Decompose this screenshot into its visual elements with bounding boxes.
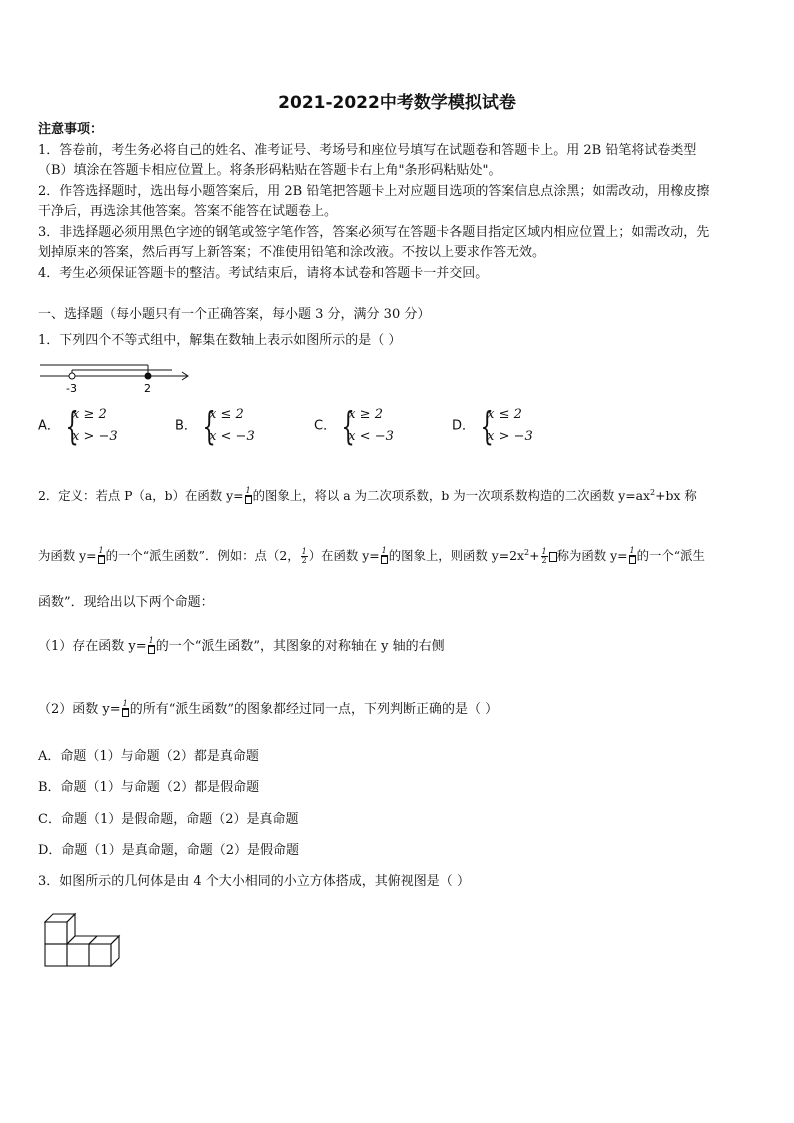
inequality-system: { x ≥ 2 x > −3 (64, 404, 118, 448)
q2-option-c[interactable]: C．命题（1）是假命题，命题（2）是真命题 (38, 812, 299, 827)
notice-line: 1．答卷前，考生务必将自己的姓名、准考证号、考场号和座位号填写在试题卷和答题卡上。用 2B 铅笔将试卷类型 (38, 143, 697, 158)
cube-stack-figure (40, 908, 130, 972)
q1-option-a[interactable] (38, 404, 118, 448)
q2-option-b[interactable]: B．命题（1）与命题（2）都是假命题 (38, 780, 260, 795)
tick-label-minus3: -3 (66, 382, 77, 395)
q1-option-c[interactable] (314, 404, 394, 448)
notice-line: 划掉原来的答案，然后再写上新答案；不准使用铅笔和涂改液。不按以上要求作答无效。 (38, 245, 546, 260)
option-letter: C． (314, 418, 337, 434)
q1-option-b[interactable] (175, 404, 255, 448)
q2-option-d[interactable]: D．命题（1）是真命题，命题（2）是假命题 (38, 843, 299, 858)
notice-line: （B）填涂在答题卡相应位置上。将条形码粘贴在答题卡右上角"条形码粘贴处"。 (38, 163, 502, 178)
open-point (69, 373, 75, 379)
section-heading: 一、选择题（每小题只有一个正确答案，每小题 3 分，满分 30 分） (38, 307, 431, 322)
notice-heading: 注意事项： (38, 122, 104, 137)
question-2-line-3: 函数”．现给出以下两个命题： (38, 595, 214, 610)
closed-point (145, 373, 151, 379)
notice-line: 3．非选择题必须用黑色字迹的钢笔或签字笔作答，答案必须写在答题卡各题目指定区域内相应位置上；如需改动，先 (38, 225, 710, 240)
q1-option-d[interactable] (452, 404, 533, 448)
notice-line: 干净后，再选涂其他答案。答案不能答在试题卷上。 (38, 204, 338, 219)
number-line-figure (38, 356, 198, 396)
q2-option-a[interactable]: A．命题（1）与命题（2）都是真命题 (38, 749, 259, 764)
inequality-system: { x ≤ 2 x > −3 (479, 404, 533, 448)
question-2-line-1: 2．定义：若点 P（a，b）在函数 y= 1 的图象上，将以 a 为二次项系数，b 为一次项系数构造的二次函数 $y=ax^2+bx$ 称 (38, 486, 697, 504)
cube-front-face (45, 922, 67, 944)
option-letter: A． (38, 418, 60, 434)
notice-line: 4．考生必须保证答题卡的整洁。考试结束后，请将本试卷和答题卡一并交回。 (38, 266, 489, 281)
inequality-system: { x ≥ 2 x < −3 (340, 404, 394, 448)
proposition-1: （1）存在函数 y= 1 的一个“派生函数”，其图象的对称轴在 y 轴的右侧 (38, 636, 445, 654)
question-1-stem: 1．下列四个不等式组中，解集在数轴上表示如图所示的是（ ） (38, 333, 402, 348)
tick-label-2: 2 (144, 382, 151, 395)
option-letter: B． (175, 418, 197, 434)
proposition-2: （2）函数 y= 1 的所有“派生函数”的图象都经过同一点，下列判断正确的是（ ） (38, 699, 499, 717)
option-letter: D． (452, 418, 476, 434)
notice-line: 2．作答选择题时，选出每小题答案后，用 2B 铅笔把答题卡上对应题目选项的答案信息点涂黑；如需改动，用橡皮擦 (38, 184, 710, 199)
question-2-line-2: 为函数 y= 1 的一个“派生函数”．例如：点（2， $\frac{1}{2}$ ）在函数 y= 1 的图象上，则函数 $y=2x^2+$ $\frac{1}{2}$ 称为函数 y= 1 的一个“派生 (38, 546, 705, 566)
inequality-system: { x ≤ 2 x < −3 (201, 404, 255, 448)
question-3-stem: 3．如图所示的几何体是由 4 个大小相同的小立方体搭成，其俯视图是（ ） (38, 874, 470, 889)
page-title: 2021-2022中考数学模拟试卷 (278, 93, 516, 113)
